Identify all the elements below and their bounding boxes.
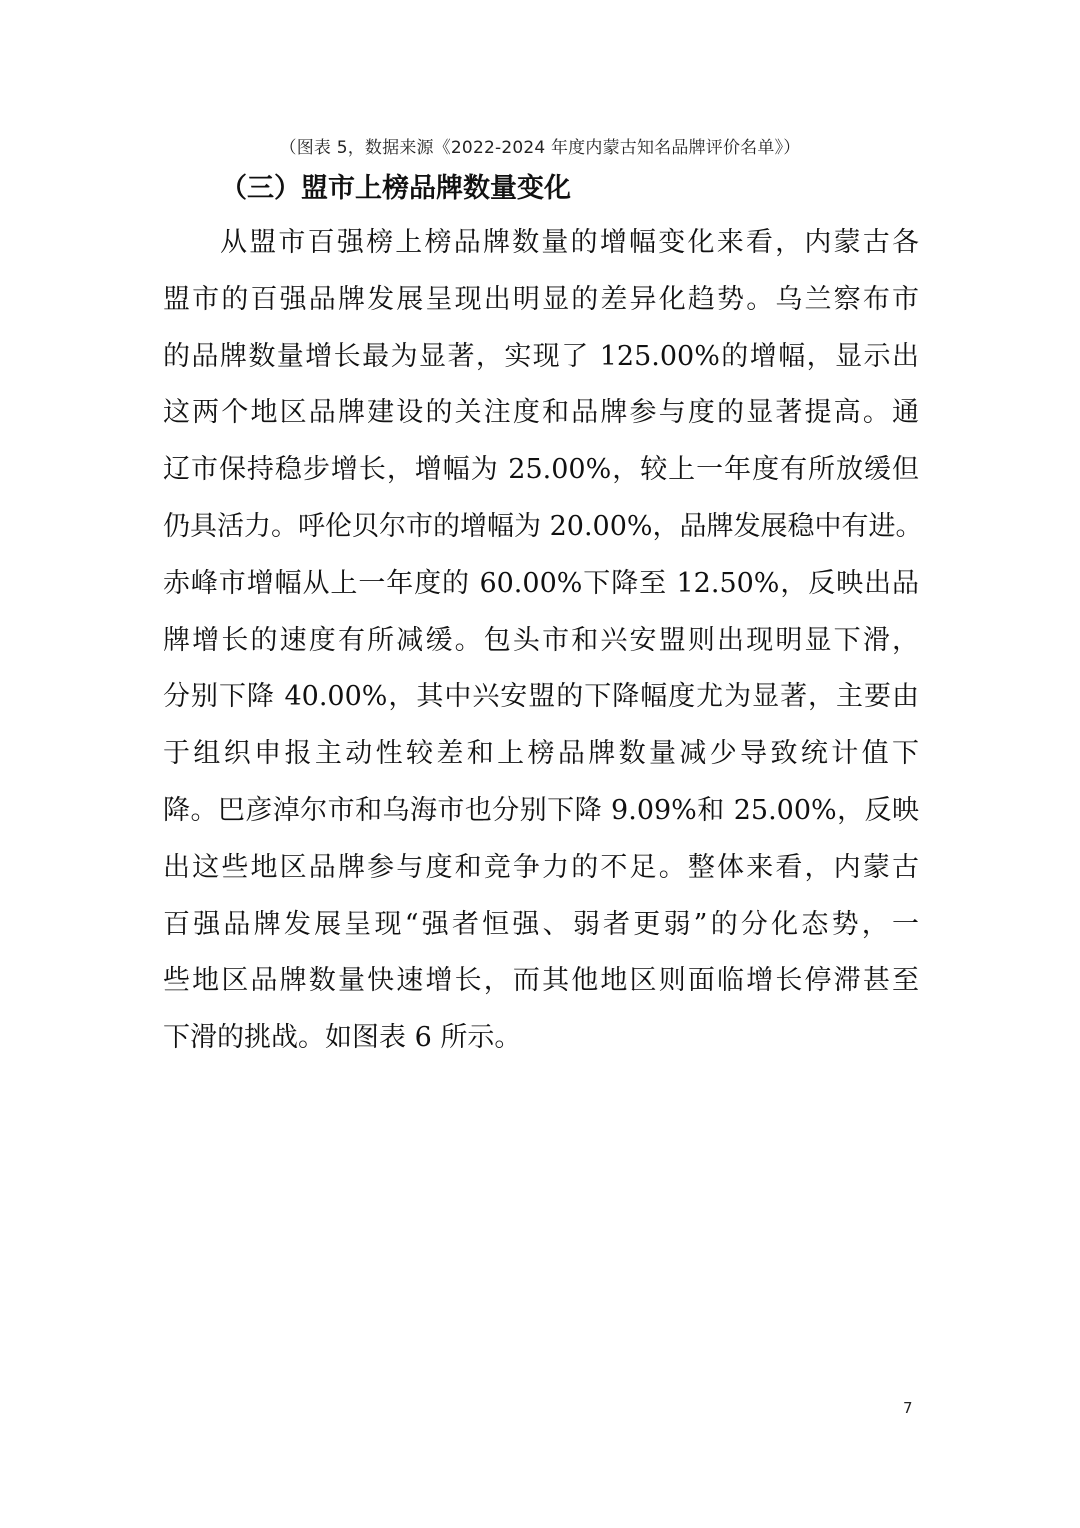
- paragraph-line: 赤峰市增幅从上一年度的 60.00%下降至 12.50%，反映出品: [163, 567, 919, 599]
- figure-caption: （图表 5，数据来源《2022-2024 年度内蒙古知名品牌评价名单》）: [279, 138, 801, 158]
- paragraph-line: 从盟市百强榜上榜品牌数量的增幅变化来看，内蒙古各: [220, 227, 919, 258]
- section-heading: （三）盟市上榜品牌数量变化: [220, 173, 571, 204]
- paragraph-line: 这两个地区品牌建设的关注度和品牌参与度的显著提高。通: [163, 397, 919, 429]
- paragraph-line: 牌增长的速度有所减缓。包头市和兴安盟则出现明显下滑，: [163, 624, 919, 656]
- paragraph-line: 些地区品牌数量快速增长，而其他地区则面临增长停滞甚至: [163, 965, 919, 997]
- paragraph-line: 仍具活力。呼伦贝尔市的增幅为 20.00%，品牌发展稳中有进。: [163, 510, 923, 542]
- paragraph-line: 百强品牌发展呈现“强者恒强、弱者更弱”的分化态势，一: [163, 908, 919, 940]
- page-number: 7: [903, 1399, 913, 1417]
- body-paragraph: [163, 215, 923, 1067]
- paragraph-line: 下滑的挑战。如图表 6 所示。: [163, 1022, 522, 1054]
- paragraph-line: 降。巴彦淖尔市和乌海市也分别下降 9.09%和 25.00%，反映: [163, 794, 919, 826]
- paragraph-line: 盟市的百强品牌发展呈现出明显的差异化趋势。乌兰察布市: [163, 283, 919, 315]
- paragraph-line: 的品牌数量增长最为显著，实现了 125.00%的增幅，显示出: [163, 340, 919, 372]
- paragraph-line: 分别下降 40.00%，其中兴安盟的下降幅度尤为显著，主要由: [163, 681, 919, 713]
- paragraph-line: 出这些地区品牌参与度和竞争力的不足。整体来看，内蒙古: [163, 851, 919, 883]
- paragraph-line: 辽市保持稳步增长，增幅为 25.00%，较上一年度有所放缓但: [163, 454, 919, 486]
- paragraph-line: 于组织申报主动性较差和上榜品牌数量减少导致统计值下: [163, 738, 919, 770]
